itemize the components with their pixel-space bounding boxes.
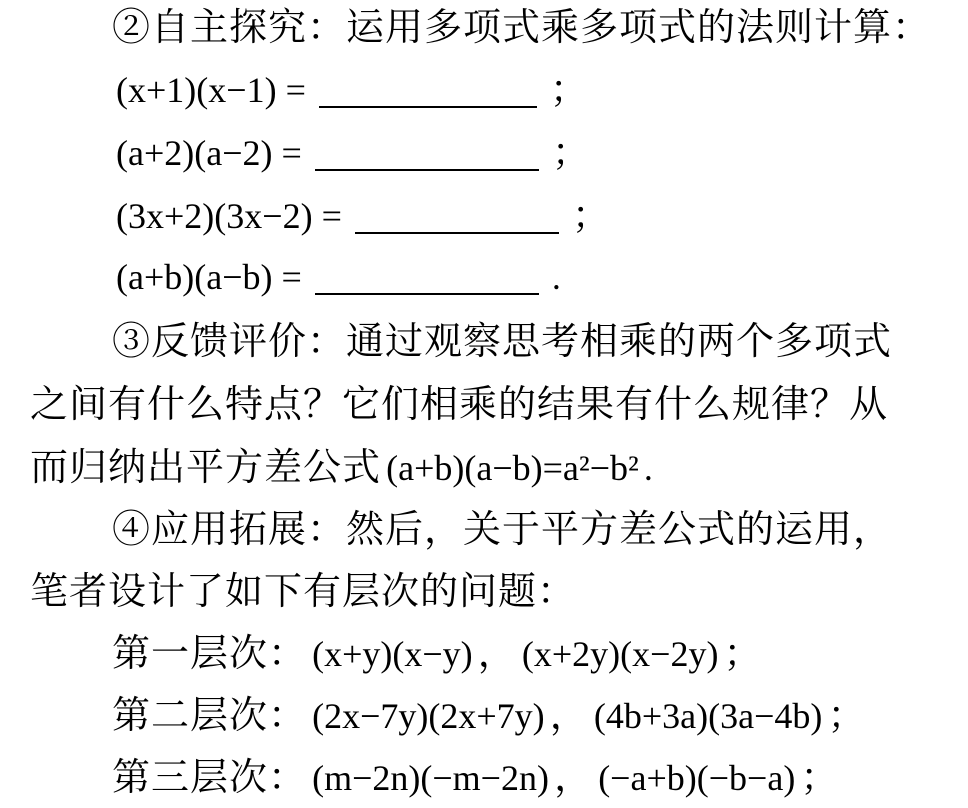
step3-line2: 之间有什么特点？它们相乘的结果有什么规律？从 (30, 382, 889, 426)
level-end: ； (723, 631, 763, 675)
level-expression: (2x−7y)(2x+7y) (312, 696, 545, 736)
answer-blank[interactable] (319, 76, 537, 108)
level-expression: (−a+b)(−b−a) (598, 758, 796, 798)
equation-end: ； (571, 193, 611, 237)
step3-line3-end: . (643, 448, 653, 488)
step4-line2: 笔者设计了如下有层次的问题： (30, 569, 577, 613)
difference-of-squares-formula: (a+b)(a−b)=a²−b² (386, 448, 639, 488)
step4-line1: ④应用拓展：然后，关于平方差公式的运用， (112, 507, 893, 551)
equals-sign: = (281, 133, 302, 173)
equation-lhs: (x+1)(x−1) (116, 70, 277, 110)
level-row (112, 693, 867, 737)
level-separator: ， (554, 755, 594, 799)
equation-row (116, 67, 589, 111)
answer-blank[interactable] (315, 263, 539, 295)
level-label: 第二层次： (112, 693, 308, 737)
equals-sign: = (285, 70, 306, 110)
answer-blank[interactable] (355, 202, 559, 234)
level-expression: (x+y)(x−y) (312, 634, 473, 674)
equals-sign: = (321, 196, 342, 236)
level-separator: ， (549, 693, 589, 737)
step2-heading: ②自主探究：运用多项式乘多项式的法则计算： (112, 5, 932, 49)
level-row (112, 755, 840, 799)
answer-blank[interactable] (315, 139, 539, 171)
level-label: 第一层次： (112, 631, 308, 675)
level-separator: ， (477, 631, 517, 675)
equation-end: ； (549, 67, 589, 111)
equation-row (116, 259, 561, 295)
level-row (112, 631, 763, 675)
equation-end: ； (551, 130, 591, 174)
equation-row (116, 130, 591, 174)
level-expression: (m−2n)(−m−2n) (312, 758, 549, 798)
step3-line3 (30, 445, 653, 489)
level-expression: (4b+3a)(3a−4b) (593, 696, 823, 736)
equation-end: . (551, 257, 561, 297)
level-expression: (x+2y)(x−2y) (521, 634, 719, 674)
step3-line3-text: 而归纳出平方差公式 (30, 445, 382, 489)
level-end: ； (827, 693, 867, 737)
level-end: ； (800, 755, 840, 799)
step3-line1: ③反馈评价：通过观察思考相乘的两个多项式 (112, 319, 893, 363)
equation-row (116, 193, 611, 237)
equation-lhs: (3x+2)(3x−2) (116, 196, 313, 236)
equals-sign: = (281, 257, 302, 297)
equation-lhs: (a+b)(a−b) (116, 257, 273, 297)
equation-lhs: (a+2)(a−2) (116, 133, 273, 173)
level-label: 第三层次： (112, 755, 308, 799)
